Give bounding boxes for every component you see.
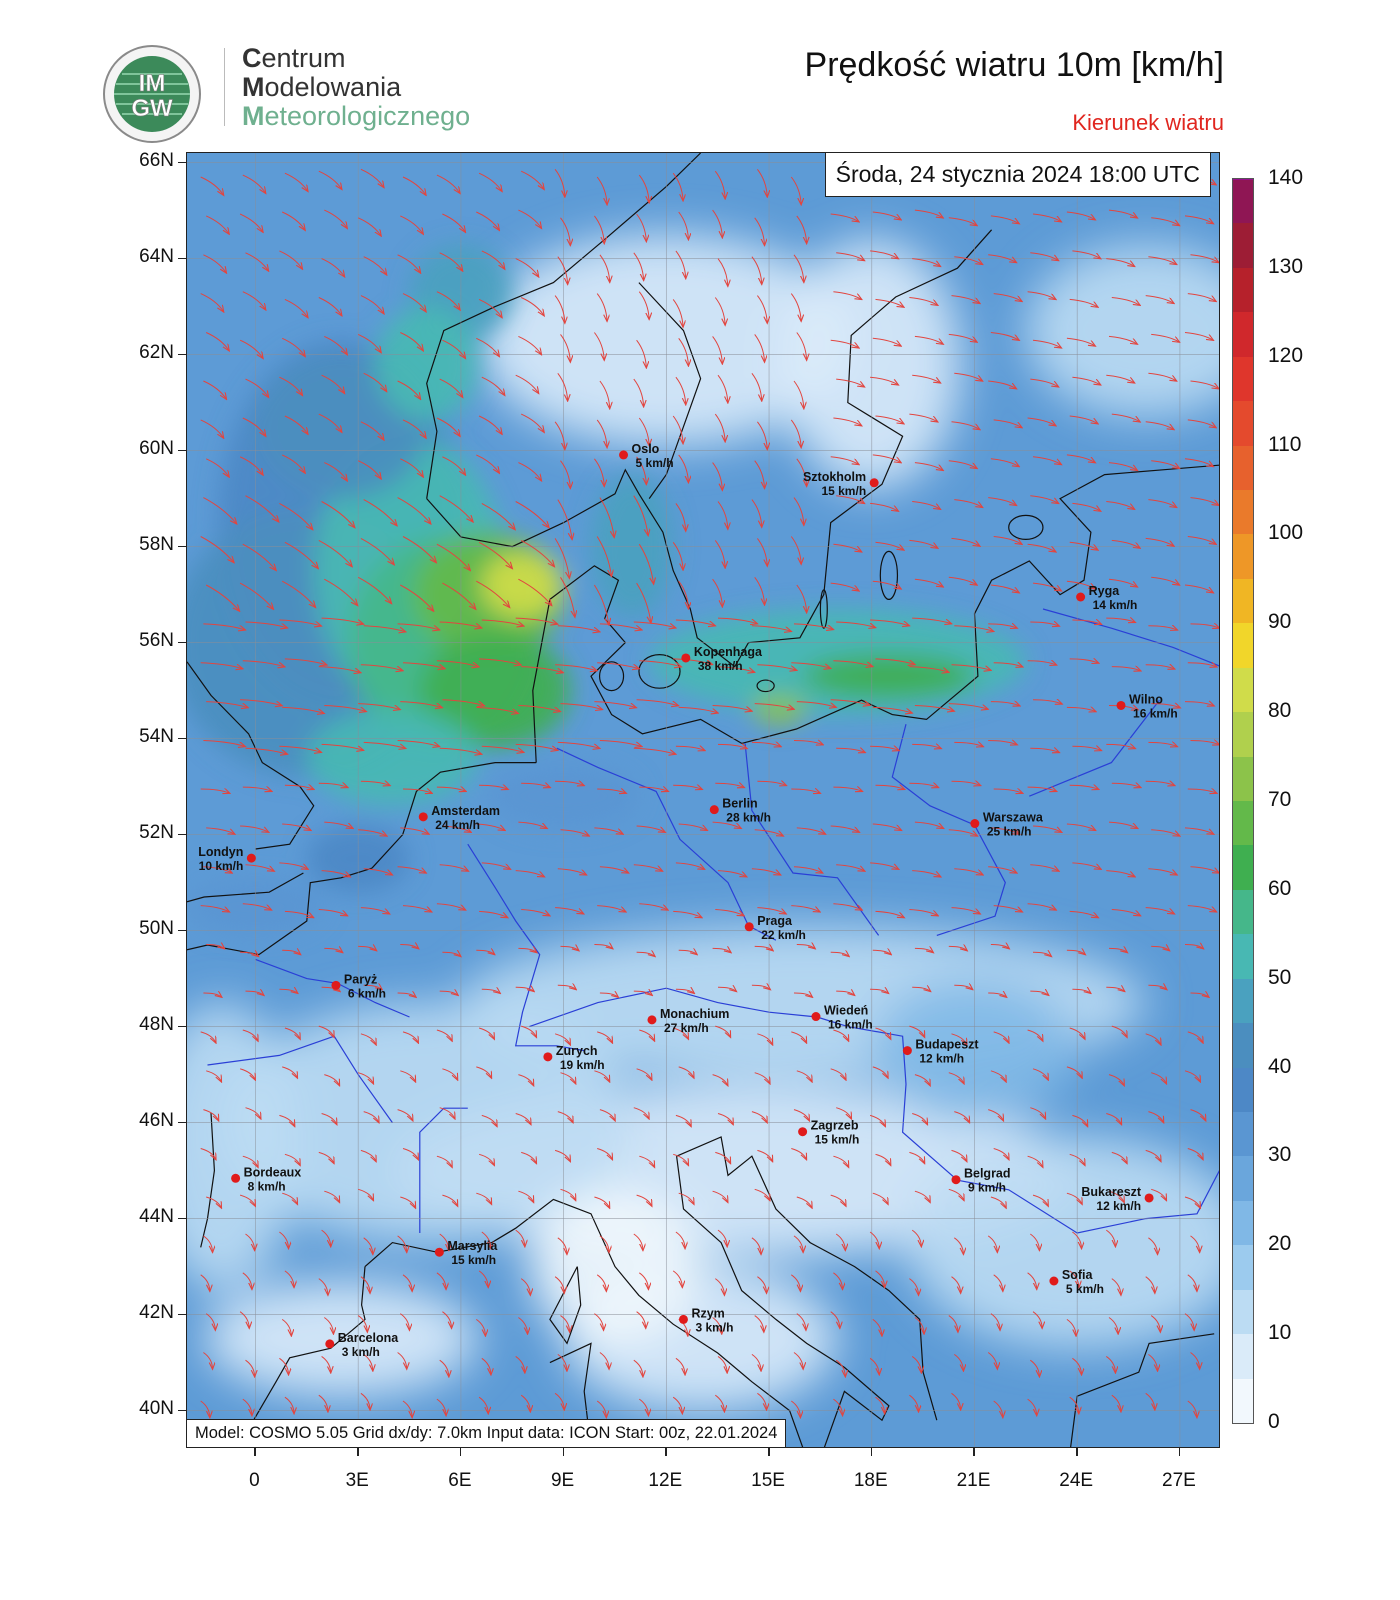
lat-tick-label: 50N	[139, 917, 174, 939]
lon-tick-label: 3E	[345, 1470, 369, 1491]
colorbar-segment	[1233, 1245, 1253, 1289]
city-speed: 9 km/h	[967, 1180, 1007, 1195]
city-name: Zurych	[555, 1043, 598, 1058]
city-name: Sofia	[1061, 1268, 1093, 1282]
city-speed: 12 km/h	[919, 1051, 965, 1066]
colorbar-label: 110	[1268, 432, 1302, 456]
city-speed: 16 km/h	[1133, 706, 1178, 721]
lat-tick-label: 52N	[139, 821, 174, 843]
page-title: Prędkość wiatru 10m [km/h]	[804, 46, 1224, 84]
city-speed: 24 km/h	[435, 817, 480, 832]
colorbar-segment	[1233, 179, 1253, 180]
city-dot	[870, 478, 879, 487]
lon-tick-label: 15E	[751, 1470, 785, 1491]
city-name: Wiedeń	[823, 1003, 869, 1018]
lat-tick-mark	[178, 738, 186, 740]
city-speed: 3 km/h	[695, 1320, 734, 1335]
city-dot	[1145, 1193, 1154, 1202]
city-speed: 3 km/h	[341, 1344, 380, 1359]
city-name: Belgrad	[963, 1166, 1011, 1181]
colorbar-segment	[1233, 668, 1253, 712]
colorbar-label: 20	[1268, 1232, 1292, 1256]
city-name: Marsylia	[447, 1239, 498, 1254]
city-name: Barcelona	[337, 1330, 399, 1345]
logo-text-bottom: GW	[131, 95, 173, 122]
colorbar-label: 50	[1268, 965, 1292, 989]
city-speed: 38 km/h	[697, 658, 743, 673]
city-dot	[543, 1052, 552, 1061]
city-name: Sztokholm	[802, 469, 867, 484]
org-line3-initial: M	[242, 101, 265, 131]
lat-tick-mark	[178, 162, 186, 164]
city-speed: 15 km/h	[451, 1253, 497, 1268]
colorbar-segment	[1233, 801, 1253, 845]
city-name: Amsterdam	[431, 803, 501, 818]
colorbar-label: 90	[1268, 610, 1292, 634]
colorbar-segment	[1233, 1112, 1253, 1156]
city-speed: 15 km/h	[821, 483, 867, 498]
colorbar-segment	[1233, 579, 1253, 623]
city-dot	[798, 1127, 807, 1136]
city-dot	[811, 1012, 820, 1021]
city-dot	[1049, 1277, 1058, 1286]
lat-tick-mark	[178, 546, 186, 548]
city-name: Praga	[757, 913, 792, 928]
lon-tick-label: 9E	[550, 1470, 575, 1491]
city-speed: 14 km/h	[1092, 598, 1138, 612]
wind-map[interactable]	[187, 153, 1220, 1448]
colorbar-segment	[1233, 845, 1253, 889]
colorbar-segment	[1233, 1023, 1253, 1067]
lat-tick-mark	[178, 834, 186, 836]
colorbar-segment	[1233, 223, 1253, 267]
colorbar-segment	[1233, 890, 1253, 934]
colorbar-label: 70	[1268, 788, 1292, 811]
colorbar-segment	[1233, 1334, 1253, 1378]
lon-tick-label: 18E	[853, 1470, 888, 1491]
city-speed: 16 km/h	[827, 1017, 873, 1032]
colorbar-label: 100	[1268, 521, 1304, 545]
city-dot	[745, 922, 754, 931]
lat-tick-label: 42N	[139, 1301, 174, 1323]
lon-tick-mark	[768, 1448, 770, 1456]
lon-tick-mark	[1179, 1448, 1181, 1456]
city-dot	[647, 1015, 656, 1024]
lon-tick-mark	[973, 1448, 975, 1456]
lon-tick-label: 27E	[1162, 1470, 1196, 1491]
lon-tick-mark	[1076, 1448, 1078, 1456]
city-speed: 10 km/h	[198, 859, 244, 874]
org-line1: entrum	[261, 43, 346, 73]
lat-tick-mark	[178, 642, 186, 644]
model-info: Model: COSMO 5.05 Grid dx/dy: 7.0km Input data: ICON Start: 00z, 22.01.2024	[187, 1419, 786, 1447]
colorbar-segment	[1233, 934, 1253, 978]
map-panel[interactable]	[186, 152, 1220, 1448]
forecast-date: Środa, 24 stycznia 2024 18:00 UTC	[825, 153, 1211, 197]
logo-text-top: IM	[138, 70, 166, 97]
city-name: Budapeszt	[915, 1037, 979, 1052]
city-dot	[903, 1046, 912, 1055]
colorbar-label: 30	[1268, 1143, 1292, 1167]
lon-tick-label: 6E	[448, 1470, 472, 1491]
city-name: Berlin	[722, 796, 758, 811]
colorbar-label: 60	[1268, 876, 1292, 900]
logo-divider	[224, 48, 225, 126]
org-line1-initial: C	[242, 43, 262, 73]
lat-tick-label: 46N	[139, 1109, 174, 1131]
lon-tick-mark	[871, 1448, 873, 1456]
colorbar-segment	[1233, 179, 1253, 223]
lat-tick-label: 40N	[139, 1397, 174, 1419]
city-speed: 5 km/h	[1065, 1282, 1104, 1296]
lat-tick-label: 48N	[139, 1013, 174, 1035]
city-dot	[231, 1174, 240, 1183]
lat-tick-mark	[178, 258, 186, 260]
city-name: Bordeaux	[243, 1165, 302, 1180]
colorbar-segment	[1233, 979, 1253, 1023]
colorbar-segment	[1233, 623, 1253, 667]
city-name: Kopenhaga	[693, 644, 762, 659]
colorbar-segment	[1233, 357, 1253, 401]
lon-tick-mark	[254, 1448, 256, 1456]
lat-tick-label: 56N	[139, 629, 174, 651]
colorbar-segment	[1233, 268, 1253, 312]
page-subtitle: Kierunek wiatru	[1072, 110, 1224, 135]
lat-tick-label: 44N	[139, 1205, 174, 1227]
lat-tick-mark	[178, 450, 186, 452]
city-name: Paryż	[343, 972, 378, 987]
city-dot	[331, 981, 340, 990]
colorbar-segment	[1233, 712, 1253, 756]
city-dot	[710, 805, 719, 814]
city-speed: 8 km/h	[247, 1179, 286, 1194]
city-dot	[325, 1339, 334, 1348]
colorbar-label: 130	[1268, 254, 1304, 278]
city-dot	[1117, 701, 1126, 710]
lat-tick-label: 58N	[139, 533, 174, 555]
city-speed: 22 km/h	[761, 927, 806, 942]
colorbar-segment	[1233, 1156, 1253, 1200]
org-line3: eteorologicznego	[264, 101, 471, 131]
lon-tick-mark	[563, 1448, 565, 1456]
colorbar-segment	[1233, 312, 1253, 356]
city-dot	[681, 653, 690, 662]
city-speed: 6 km/h	[347, 986, 386, 1001]
colorbar-segment	[1233, 446, 1253, 490]
city-speed: 27 km/h	[663, 1020, 709, 1035]
city-dot	[1076, 593, 1085, 602]
colorbar-segment	[1233, 1290, 1253, 1334]
lat-tick-mark	[178, 354, 186, 356]
lat-tick-label: 54N	[139, 725, 174, 747]
city-name: Rzym	[691, 1306, 725, 1321]
org-name	[242, 44, 470, 131]
lon-tick-label: 0	[249, 1470, 260, 1491]
city-dot	[970, 819, 979, 828]
city-dot	[247, 854, 256, 863]
city-dot	[619, 450, 628, 459]
city-speed: 28 km/h	[726, 810, 771, 825]
lon-tick-label: 21E	[956, 1470, 991, 1491]
colorbar-segment	[1233, 1379, 1253, 1423]
city-name: Oslo	[631, 441, 660, 456]
city-speed: 25 km/h	[986, 824, 1032, 839]
lat-tick-mark	[178, 1026, 186, 1028]
colorbar-segment	[1233, 1068, 1253, 1112]
lat-tick-mark	[178, 1122, 186, 1124]
lat-tick-mark	[178, 1314, 186, 1316]
city-name: Warszawa	[982, 810, 1043, 825]
colorbar-label: 80	[1268, 699, 1292, 723]
colorbar-segment	[1233, 534, 1253, 578]
lon-tick-mark	[665, 1448, 667, 1456]
city-dot	[679, 1315, 688, 1324]
imgw-logo	[102, 44, 202, 144]
lon-tick-mark	[357, 1448, 359, 1456]
colorbar-segment	[1233, 757, 1253, 801]
org-line2: odelowania	[264, 72, 402, 102]
colorbar-segment	[1233, 1201, 1253, 1245]
city-speed: 15 km/h	[814, 1132, 860, 1147]
city-dot	[435, 1248, 444, 1257]
lon-tick-mark	[460, 1448, 462, 1456]
city-name: Ryga	[1088, 584, 1120, 598]
city-name: Zagrzeb	[810, 1118, 859, 1133]
colorbar	[1232, 178, 1254, 1424]
colorbar-segment	[1233, 401, 1253, 445]
city-name: Monachium	[659, 1006, 730, 1021]
city-speed: 5 km/h	[635, 455, 674, 470]
colorbar-label: 0	[1268, 1410, 1280, 1433]
city-speed: 12 km/h	[1096, 1198, 1142, 1213]
colorbar-label: 120	[1268, 343, 1304, 367]
colorbar-segment	[1233, 490, 1253, 534]
lat-tick-label: 62N	[139, 341, 174, 363]
city-dot	[419, 812, 428, 821]
city-speed: 19 km/h	[559, 1057, 605, 1072]
lon-tick-label: 24E	[1059, 1470, 1094, 1491]
lat-tick-label: 64N	[139, 245, 174, 267]
lat-tick-mark	[178, 930, 186, 932]
lat-tick-label: 60N	[139, 437, 174, 459]
lat-tick-mark	[178, 1410, 186, 1412]
colorbar-label: 10	[1268, 1321, 1292, 1345]
city-name: Wilno	[1129, 692, 1163, 707]
city-name: Londyn	[198, 845, 244, 860]
lat-tick-label: 66N	[139, 149, 174, 171]
city-dot	[951, 1175, 960, 1184]
colorbar-label: 40	[1268, 1054, 1292, 1078]
colorbar-label: 140	[1268, 166, 1304, 189]
lat-tick-mark	[178, 1218, 186, 1220]
city-name: Bukareszt	[1081, 1184, 1142, 1199]
org-line2-initial: M	[242, 72, 265, 102]
lon-tick-label: 12E	[648, 1470, 683, 1491]
